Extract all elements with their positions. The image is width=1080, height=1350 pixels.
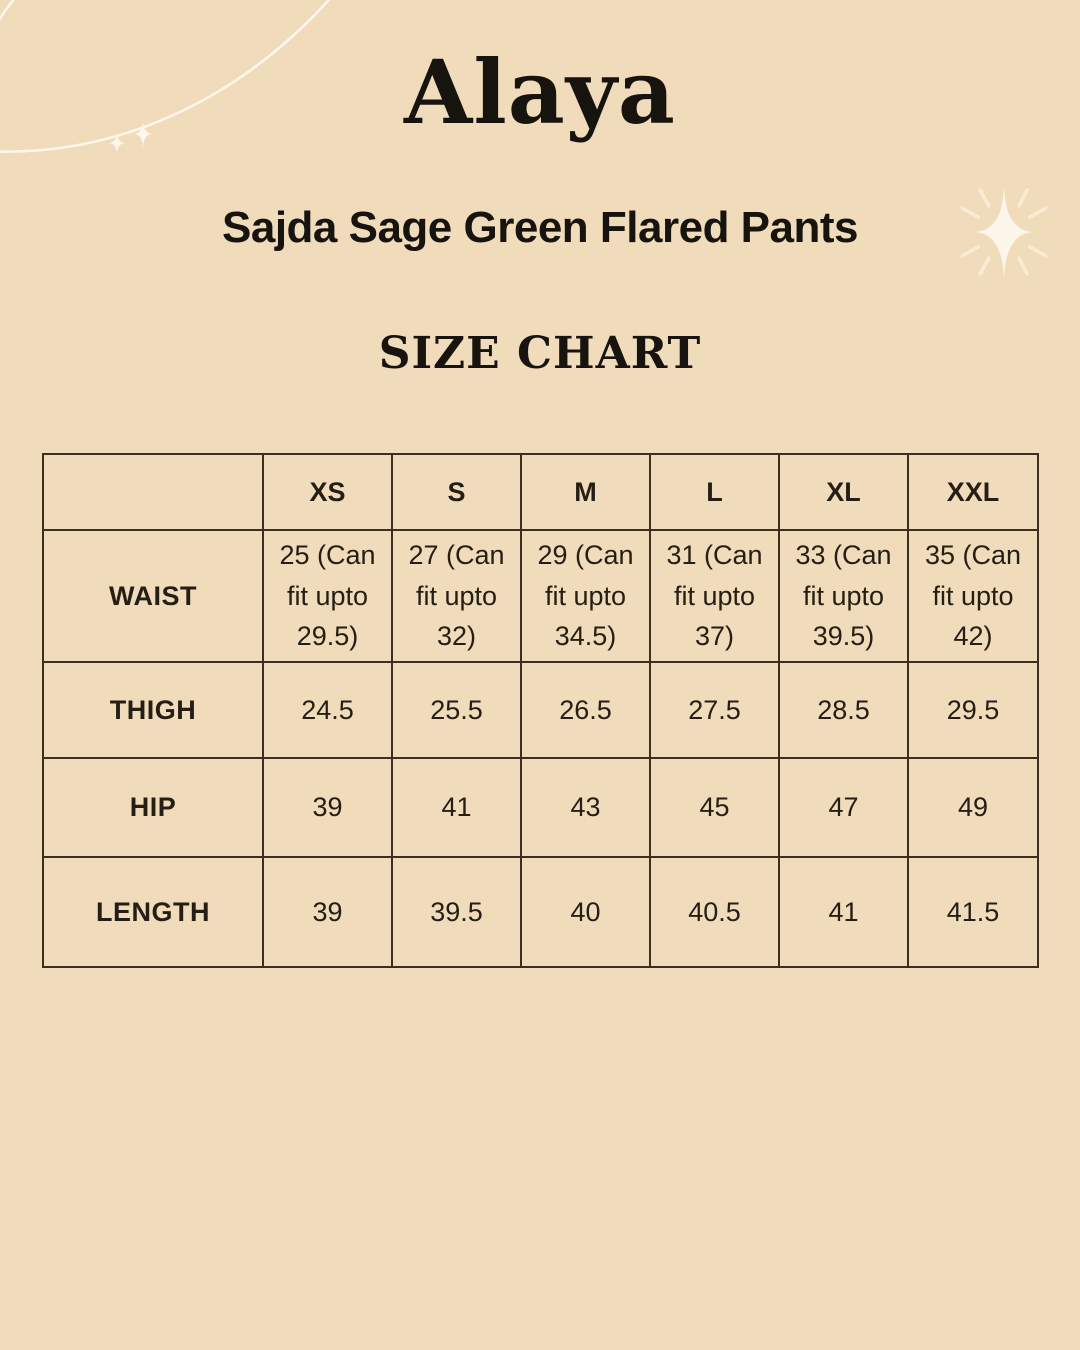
table-cell: 43 (521, 758, 650, 857)
table-cell: 24.5 (263, 662, 392, 758)
table-row-thigh (43, 662, 1038, 758)
table-cell: 27 (Can fit upto 32) (392, 530, 521, 662)
table-cell: 26.5 (521, 662, 650, 758)
header-cell-l: L (650, 454, 779, 530)
header-cell-m: M (521, 454, 650, 530)
brand-logo: Alaya (404, 40, 676, 144)
table-cell: 33 (Can fit upto 39.5) (779, 530, 908, 662)
table-cell: 25.5 (392, 662, 521, 758)
table-cell: 28.5 (779, 662, 908, 758)
table-row-hip (43, 758, 1038, 857)
header-cell-s: S (392, 454, 521, 530)
table-cell: 39 (263, 758, 392, 857)
row-label-thigh: THIGH (43, 662, 263, 758)
table-row-length (43, 857, 1038, 967)
header-cell-xxl: XXL (908, 454, 1038, 530)
table-cell: 47 (779, 758, 908, 857)
table-cell: 39.5 (392, 857, 521, 967)
table-cell: 40.5 (650, 857, 779, 967)
corner-line-icon (0, 0, 20, 28)
table-cell: 40 (521, 857, 650, 967)
table-cell: 49 (908, 758, 1038, 857)
table-cell: 35 (Can fit upto 42) (908, 530, 1038, 662)
header-cell-xl: XL (779, 454, 908, 530)
row-label-waist: WAIST (43, 530, 263, 662)
table-cell: 27.5 (650, 662, 779, 758)
table-cell: 25 (Can fit upto 29.5) (263, 530, 392, 662)
table-cell: 31 (Can fit upto 37) (650, 530, 779, 662)
table-header-row (43, 454, 1038, 530)
header-cell-empty (43, 454, 263, 530)
product-title: Sajda Sage Green Flared Pants (222, 203, 858, 252)
table-row-waist (43, 530, 1038, 662)
table-cell: 39 (263, 857, 392, 967)
row-label-hip: HIP (43, 758, 263, 857)
table-cell: 29 (Can fit upto 34.5) (521, 530, 650, 662)
table-cell: 41 (779, 857, 908, 967)
table-cell: 41.5 (908, 857, 1038, 967)
size-chart-table (42, 453, 1039, 968)
table-cell: 45 (650, 758, 779, 857)
section-title: SIZE CHART (378, 328, 702, 379)
header-cell-xs: XS (263, 454, 392, 530)
row-label-length: LENGTH (43, 857, 263, 967)
table-cell: 29.5 (908, 662, 1038, 758)
table-cell: 41 (392, 758, 521, 857)
